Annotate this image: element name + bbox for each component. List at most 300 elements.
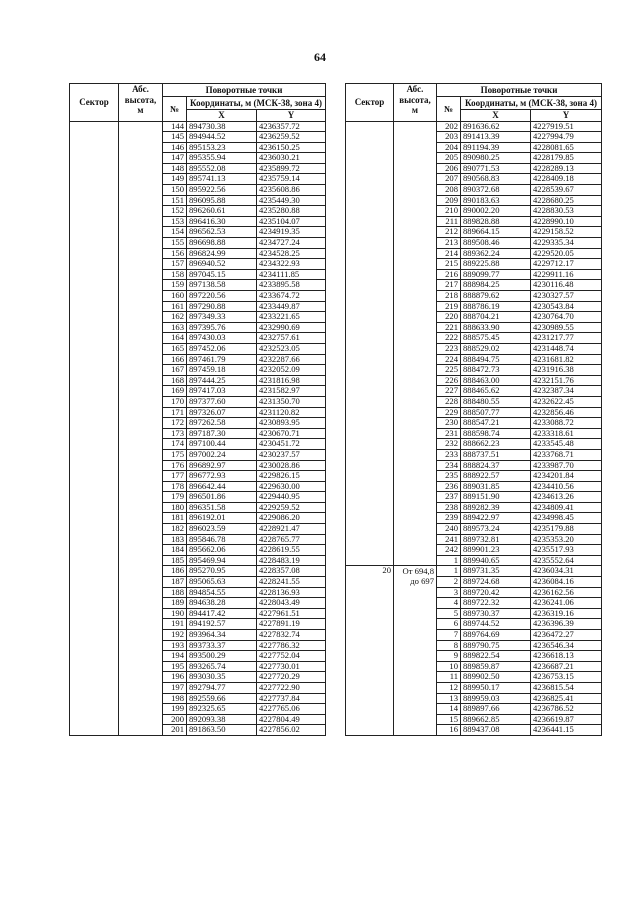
- header-sector: Сектор: [70, 84, 119, 122]
- point-number: 220: [437, 312, 461, 323]
- point-number: 158: [163, 269, 187, 280]
- coordinate-y: 4230327.57: [531, 291, 602, 302]
- coordinate-y: 4236241.06: [531, 598, 602, 609]
- coordinate-x: 889664.15: [461, 227, 531, 238]
- coordinate-x: 897395.76: [187, 322, 257, 333]
- coordinate-y: 4236786.52: [531, 704, 602, 715]
- coordinate-x: 888598.74: [461, 428, 531, 439]
- point-number: 214: [437, 248, 461, 259]
- table-row: [346, 566, 602, 577]
- coordinate-y: 4230670.71: [257, 428, 326, 439]
- coordinate-x: 888465.62: [461, 386, 531, 397]
- coordinate-x: 888662.23: [461, 439, 531, 450]
- point-number: 180: [163, 502, 187, 513]
- coordinate-x: 891863.50: [187, 725, 257, 736]
- coordinate-y: 4236396.39: [531, 619, 602, 630]
- point-number: 6: [437, 619, 461, 630]
- coordinate-y: 4232151.76: [531, 375, 602, 386]
- point-number: 235: [437, 471, 461, 482]
- sector-cell: [346, 121, 394, 566]
- coordinate-y: 4228619.55: [257, 545, 326, 556]
- coordinate-y: 4231217.77: [531, 333, 602, 344]
- point-number: 225: [437, 365, 461, 376]
- point-number: 241: [437, 534, 461, 545]
- point-number: 176: [163, 460, 187, 471]
- header-number: №: [163, 97, 187, 122]
- point-number: 223: [437, 343, 461, 354]
- point-number: 165: [163, 343, 187, 354]
- coordinate-x: 897430.03: [187, 333, 257, 344]
- point-number: 169: [163, 386, 187, 397]
- point-number: 211: [437, 216, 461, 227]
- point-number: 234: [437, 460, 461, 471]
- point-number: 206: [437, 163, 461, 174]
- coordinate-x: 888922.57: [461, 471, 531, 482]
- coordinate-x: 897220.56: [187, 291, 257, 302]
- coordinate-y: 4232287.66: [257, 354, 326, 365]
- coordinate-y: 4229826.15: [257, 471, 326, 482]
- point-number: 146: [163, 142, 187, 153]
- coordinate-y: 4236472.27: [531, 630, 602, 641]
- coordinate-x: 889859.87: [461, 661, 531, 672]
- coordinate-x: 888494.75: [461, 354, 531, 365]
- coordinate-y: 4236150.25: [257, 142, 326, 153]
- coordinate-x: 892093.38: [187, 714, 257, 725]
- point-number: 207: [437, 174, 461, 185]
- coordinate-y: 4230893.95: [257, 418, 326, 429]
- coordinate-y: 4231816.98: [257, 375, 326, 386]
- coordinate-x: 892559.66: [187, 693, 257, 704]
- coordinate-x: 896562.53: [187, 227, 257, 238]
- coordinate-y: 4233088.72: [531, 418, 602, 429]
- coordinate-x: 896892.97: [187, 460, 257, 471]
- coordinate-y: 4231448.74: [531, 343, 602, 354]
- coordinate-y: 4231916.38: [531, 365, 602, 376]
- point-number: 204: [437, 142, 461, 153]
- coordinate-x: 895153.23: [187, 142, 257, 153]
- point-number: 197: [163, 682, 187, 693]
- coordinate-x: 891413.39: [461, 132, 531, 143]
- coordinate-x: 888480.55: [461, 396, 531, 407]
- coordinate-y: 4233987.70: [531, 460, 602, 471]
- coordinate-y: 4234998.45: [531, 513, 602, 524]
- point-number: 153: [163, 216, 187, 227]
- coordinate-y: 4227804.49: [257, 714, 326, 725]
- point-number: 219: [437, 301, 461, 312]
- coordinate-x: 888879.62: [461, 291, 531, 302]
- altitude-cell: [119, 121, 163, 735]
- point-number: 177: [163, 471, 187, 482]
- coordinate-x: 897326.07: [187, 407, 257, 418]
- header-number: №: [437, 97, 461, 122]
- coordinate-y: 4227737.84: [257, 693, 326, 704]
- header-turning-points: Поворотные точки: [437, 84, 602, 97]
- coordinate-y: 4227891.19: [257, 619, 326, 630]
- table-body-left: [70, 121, 326, 735]
- point-number: 191: [163, 619, 187, 630]
- coordinate-y: 4227919.51: [531, 121, 602, 132]
- coordinate-y: 4233318.61: [531, 428, 602, 439]
- coordinate-x: 888529.02: [461, 343, 531, 354]
- coordinate-x: 888786.19: [461, 301, 531, 312]
- coordinate-y: 4236162.56: [531, 587, 602, 598]
- header-coordinates: Координаты, м (МСК-38, зона 4): [187, 97, 326, 110]
- coordinate-y: 4234613.26: [531, 492, 602, 503]
- point-number: 16: [437, 725, 461, 736]
- altitude-range: От 694,8 до 697: [394, 566, 437, 736]
- point-number: 156: [163, 248, 187, 259]
- coordinate-x: 892325.65: [187, 704, 257, 715]
- point-number: 237: [437, 492, 461, 503]
- point-number: 144: [163, 121, 187, 132]
- coordinate-y: 4236687.21: [531, 661, 602, 672]
- header-x: X: [461, 110, 531, 122]
- coordinate-y: 4232387.34: [531, 386, 602, 397]
- point-number: 196: [163, 672, 187, 683]
- header-altitude: Абс. высота, м: [119, 84, 163, 122]
- coordinate-x: 889822.54: [461, 651, 531, 662]
- coordinate-y: 4229158.52: [531, 227, 602, 238]
- point-number: 172: [163, 418, 187, 429]
- coordinate-y: 4229911.16: [531, 269, 602, 280]
- coordinate-x: 889940.65: [461, 555, 531, 566]
- point-number: 157: [163, 259, 187, 270]
- coordinate-y: 4228409.18: [531, 174, 602, 185]
- coordinate-x: 895355.94: [187, 153, 257, 164]
- coordinate-y: 4228179.85: [531, 153, 602, 164]
- coordinate-x: 889508.46: [461, 238, 531, 249]
- coordinate-y: 4228539.67: [531, 185, 602, 196]
- coordinate-x: 889744.52: [461, 619, 531, 630]
- point-number: 2: [437, 577, 461, 588]
- coordinate-y: 4228081.65: [531, 142, 602, 153]
- coordinate-x: 896095.88: [187, 195, 257, 206]
- coordinate-x: 897444.25: [187, 375, 257, 386]
- point-number: 189: [163, 598, 187, 609]
- point-number: 8: [437, 640, 461, 651]
- point-number: 192: [163, 630, 187, 641]
- coordinate-x: 890183.63: [461, 195, 531, 206]
- point-number: 1: [437, 555, 461, 566]
- point-number: 222: [437, 333, 461, 344]
- point-number: 173: [163, 428, 187, 439]
- header-coordinates: Координаты, м (МСК-38, зона 4): [461, 97, 602, 110]
- coordinate-y: 4233674.72: [257, 291, 326, 302]
- coordinate-x: 889362.24: [461, 248, 531, 259]
- point-number: 203: [437, 132, 461, 143]
- coordinate-x: 889902.50: [461, 672, 531, 683]
- coordinate-y: 4229520.05: [531, 248, 602, 259]
- point-number: 166: [163, 354, 187, 365]
- coordinate-x: 889897.66: [461, 704, 531, 715]
- point-number: 209: [437, 195, 461, 206]
- point-number: 198: [163, 693, 187, 704]
- coordinate-x: 888547.21: [461, 418, 531, 429]
- header-y: Y: [531, 110, 602, 122]
- coordinate-x: 895662.06: [187, 545, 257, 556]
- coordinate-x: 889031.85: [461, 481, 531, 492]
- altitude-cell: [394, 121, 437, 566]
- coordinate-x: 896940.52: [187, 259, 257, 270]
- point-number: 163: [163, 322, 187, 333]
- coordinate-x: 895552.08: [187, 163, 257, 174]
- coordinate-x: 888633.90: [461, 322, 531, 333]
- coordinate-x: 897100.44: [187, 439, 257, 450]
- coordinate-x: 896023.59: [187, 524, 257, 535]
- coordinate-x: 896772.93: [187, 471, 257, 482]
- coordinate-y: 4229259.52: [257, 502, 326, 513]
- coordinate-y: 4229440.95: [257, 492, 326, 503]
- coordinate-y: 4228136.93: [257, 587, 326, 598]
- coordinate-y: 4230989.55: [531, 322, 602, 333]
- coordinate-x: 889662.85: [461, 714, 531, 725]
- point-number: 13: [437, 693, 461, 704]
- page-number: 64: [314, 50, 326, 64]
- coordinate-x: 897045.15: [187, 269, 257, 280]
- point-number: 242: [437, 545, 461, 556]
- point-number: 208: [437, 185, 461, 196]
- coordinates-table-right: [345, 83, 602, 736]
- coordinate-x: 889764.69: [461, 630, 531, 641]
- coordinate-x: 889151.90: [461, 492, 531, 503]
- coordinate-x: 896642.44: [187, 481, 257, 492]
- point-number: 227: [437, 386, 461, 397]
- coordinate-y: 4234809.41: [531, 502, 602, 513]
- point-number: 181: [163, 513, 187, 524]
- coordinate-y: 4233449.87: [257, 301, 326, 312]
- point-number: 147: [163, 153, 187, 164]
- coordinate-y: 4231350.70: [257, 396, 326, 407]
- coordinate-y: 4235899.72: [257, 163, 326, 174]
- coordinate-y: 4230451.72: [257, 439, 326, 450]
- coordinate-y: 4232990.69: [257, 322, 326, 333]
- point-number: 202: [437, 121, 461, 132]
- coordinate-x: 897002.24: [187, 449, 257, 460]
- coordinate-y: 4234322.93: [257, 259, 326, 270]
- coordinate-y: 4229086.20: [257, 513, 326, 524]
- coordinate-y: 4227720.29: [257, 672, 326, 683]
- coordinate-y: 4230764.70: [531, 312, 602, 323]
- coordinate-y: 4231120.82: [257, 407, 326, 418]
- coordinate-y: 4234201.84: [531, 471, 602, 482]
- point-number: 171: [163, 407, 187, 418]
- coordinate-y: 4234528.25: [257, 248, 326, 259]
- point-number: 187: [163, 577, 187, 588]
- coordinate-x: 890771.53: [461, 163, 531, 174]
- point-number: 195: [163, 661, 187, 672]
- coordinate-x: 896260.61: [187, 206, 257, 217]
- coordinate-y: 4227961.51: [257, 608, 326, 619]
- coordinate-y: 4232757.61: [257, 333, 326, 344]
- point-number: 182: [163, 524, 187, 535]
- coordinate-y: 4233768.71: [531, 449, 602, 460]
- point-number: 155: [163, 238, 187, 249]
- coordinate-y: 4236546.34: [531, 640, 602, 651]
- point-number: 184: [163, 545, 187, 556]
- coordinate-y: 4232523.05: [257, 343, 326, 354]
- coordinate-y: 4234727.24: [257, 238, 326, 249]
- point-number: 212: [437, 227, 461, 238]
- table-body-right: [346, 121, 602, 735]
- coordinate-x: 895270.95: [187, 566, 257, 577]
- coordinate-x: 895922.56: [187, 185, 257, 196]
- coordinate-x: 896416.30: [187, 216, 257, 227]
- coordinate-y: 4235608.86: [257, 185, 326, 196]
- coordinate-x: 893265.74: [187, 661, 257, 672]
- coordinate-y: 4230237.57: [257, 449, 326, 460]
- point-number: 186: [163, 566, 187, 577]
- coordinate-y: 4231681.82: [531, 354, 602, 365]
- point-number: 179: [163, 492, 187, 503]
- coordinate-x: 897459.18: [187, 365, 257, 376]
- coordinate-x: 896351.58: [187, 502, 257, 513]
- header-turning-points: Поворотные точки: [163, 84, 326, 97]
- coordinate-x: 890372.68: [461, 185, 531, 196]
- point-number: 221: [437, 322, 461, 333]
- point-number: 217: [437, 280, 461, 291]
- coordinate-y: 4235449.30: [257, 195, 326, 206]
- coordinate-y: 4235104.07: [257, 216, 326, 227]
- coordinate-y: 4234919.35: [257, 227, 326, 238]
- coordinate-x: 892794.77: [187, 682, 257, 693]
- coordinate-x: 896698.88: [187, 238, 257, 249]
- point-number: 7: [437, 630, 461, 641]
- point-number: 150: [163, 185, 187, 196]
- point-number: 210: [437, 206, 461, 217]
- coordinate-y: 4236825.41: [531, 693, 602, 704]
- coordinate-x: 897138.58: [187, 280, 257, 291]
- coordinates-table-left: [69, 83, 326, 736]
- coordinate-y: 4236319.16: [531, 608, 602, 619]
- point-number: 174: [163, 439, 187, 450]
- coordinate-y: 4236441.15: [531, 725, 602, 736]
- coordinate-x: 896824.99: [187, 248, 257, 259]
- coordinate-x: 897290.88: [187, 301, 257, 312]
- point-number: 4: [437, 598, 461, 609]
- coordinate-x: 895065.63: [187, 577, 257, 588]
- coordinate-x: 891194.39: [461, 142, 531, 153]
- coordinate-y: 4230116.48: [531, 280, 602, 291]
- coordinate-x: 894854.55: [187, 587, 257, 598]
- coordinate-x: 889722.32: [461, 598, 531, 609]
- point-number: 185: [163, 555, 187, 566]
- coordinate-y: 4236619.87: [531, 714, 602, 725]
- point-number: 1: [437, 566, 461, 577]
- coordinate-y: 4235280.88: [257, 206, 326, 217]
- header-sector: Сектор: [346, 84, 394, 122]
- coordinate-y: 4227786.32: [257, 640, 326, 651]
- point-number: 199: [163, 704, 187, 715]
- coordinate-x: 890980.25: [461, 153, 531, 164]
- point-number: 164: [163, 333, 187, 344]
- point-number: 232: [437, 439, 461, 450]
- coordinate-y: 4236618.13: [531, 651, 602, 662]
- coordinate-y: 4227730.01: [257, 661, 326, 672]
- point-number: 162: [163, 312, 187, 323]
- coordinate-y: 4228483.19: [257, 555, 326, 566]
- coordinate-x: 889099.77: [461, 269, 531, 280]
- coordinate-x: 889437.08: [461, 725, 531, 736]
- point-number: 12: [437, 682, 461, 693]
- point-number: 230: [437, 418, 461, 429]
- coordinate-x: 896192.01: [187, 513, 257, 524]
- coordinate-y: 4228680.25: [531, 195, 602, 206]
- coordinate-x: 888472.73: [461, 365, 531, 376]
- coordinate-y: 4236753.15: [531, 672, 602, 683]
- point-number: 201: [163, 725, 187, 736]
- point-number: 160: [163, 291, 187, 302]
- point-number: 11: [437, 672, 461, 683]
- coordinate-y: 4235517.93: [531, 545, 602, 556]
- coordinate-y: 4235552.64: [531, 555, 602, 566]
- coordinate-x: 889731.35: [461, 566, 531, 577]
- coordinate-y: 4232622.45: [531, 396, 602, 407]
- coordinate-y: 4228289.13: [531, 163, 602, 174]
- coordinate-x: 888704.21: [461, 312, 531, 323]
- point-number: 236: [437, 481, 461, 492]
- coordinate-x: 889282.39: [461, 502, 531, 513]
- point-number: 3: [437, 587, 461, 598]
- point-number: 200: [163, 714, 187, 725]
- coordinate-y: 4232856.46: [531, 407, 602, 418]
- coordinate-y: 4235179.88: [531, 524, 602, 535]
- coordinate-y: 4227765.06: [257, 704, 326, 715]
- coordinate-y: 4227832.74: [257, 630, 326, 641]
- coordinate-y: 4236034.31: [531, 566, 602, 577]
- coordinate-x: 891636.62: [461, 121, 531, 132]
- coordinate-x: 888984.25: [461, 280, 531, 291]
- point-number: 10: [437, 661, 461, 672]
- point-number: 168: [163, 375, 187, 386]
- coordinate-y: 4233895.58: [257, 280, 326, 291]
- coordinate-x: 896501.86: [187, 492, 257, 503]
- point-number: 175: [163, 449, 187, 460]
- coordinate-y: 4228921.47: [257, 524, 326, 535]
- coordinate-y: 4236259.52: [257, 132, 326, 143]
- coordinate-x: 888737.51: [461, 449, 531, 460]
- point-number: 224: [437, 354, 461, 365]
- point-number: 154: [163, 227, 187, 238]
- point-number: 15: [437, 714, 461, 725]
- coordinate-x: 893500.29: [187, 651, 257, 662]
- coordinate-x: 889730.37: [461, 608, 531, 619]
- point-number: 213: [437, 238, 461, 249]
- coordinate-y: 4236084.16: [531, 577, 602, 588]
- coordinate-x: 897187.30: [187, 428, 257, 439]
- coordinate-x: 897349.33: [187, 312, 257, 323]
- point-number: 159: [163, 280, 187, 291]
- point-number: 215: [437, 259, 461, 270]
- point-number: 231: [437, 428, 461, 439]
- coordinate-y: 4233545.48: [531, 439, 602, 450]
- coordinate-x: 888463.00: [461, 375, 531, 386]
- coordinate-y: 4233221.65: [257, 312, 326, 323]
- coordinate-y: 4228830.53: [531, 206, 602, 217]
- coordinate-x: 889724.68: [461, 577, 531, 588]
- point-number: 233: [437, 449, 461, 460]
- coordinate-x: 889225.88: [461, 259, 531, 270]
- point-number: 148: [163, 163, 187, 174]
- coordinate-y: 4236357.72: [257, 121, 326, 132]
- point-number: 216: [437, 269, 461, 280]
- point-number: 161: [163, 301, 187, 312]
- coordinate-x: 889573.24: [461, 524, 531, 535]
- coordinate-y: 4236815.54: [531, 682, 602, 693]
- point-number: 239: [437, 513, 461, 524]
- point-number: 145: [163, 132, 187, 143]
- coordinate-x: 897461.79: [187, 354, 257, 365]
- coordinate-y: 4229712.17: [531, 259, 602, 270]
